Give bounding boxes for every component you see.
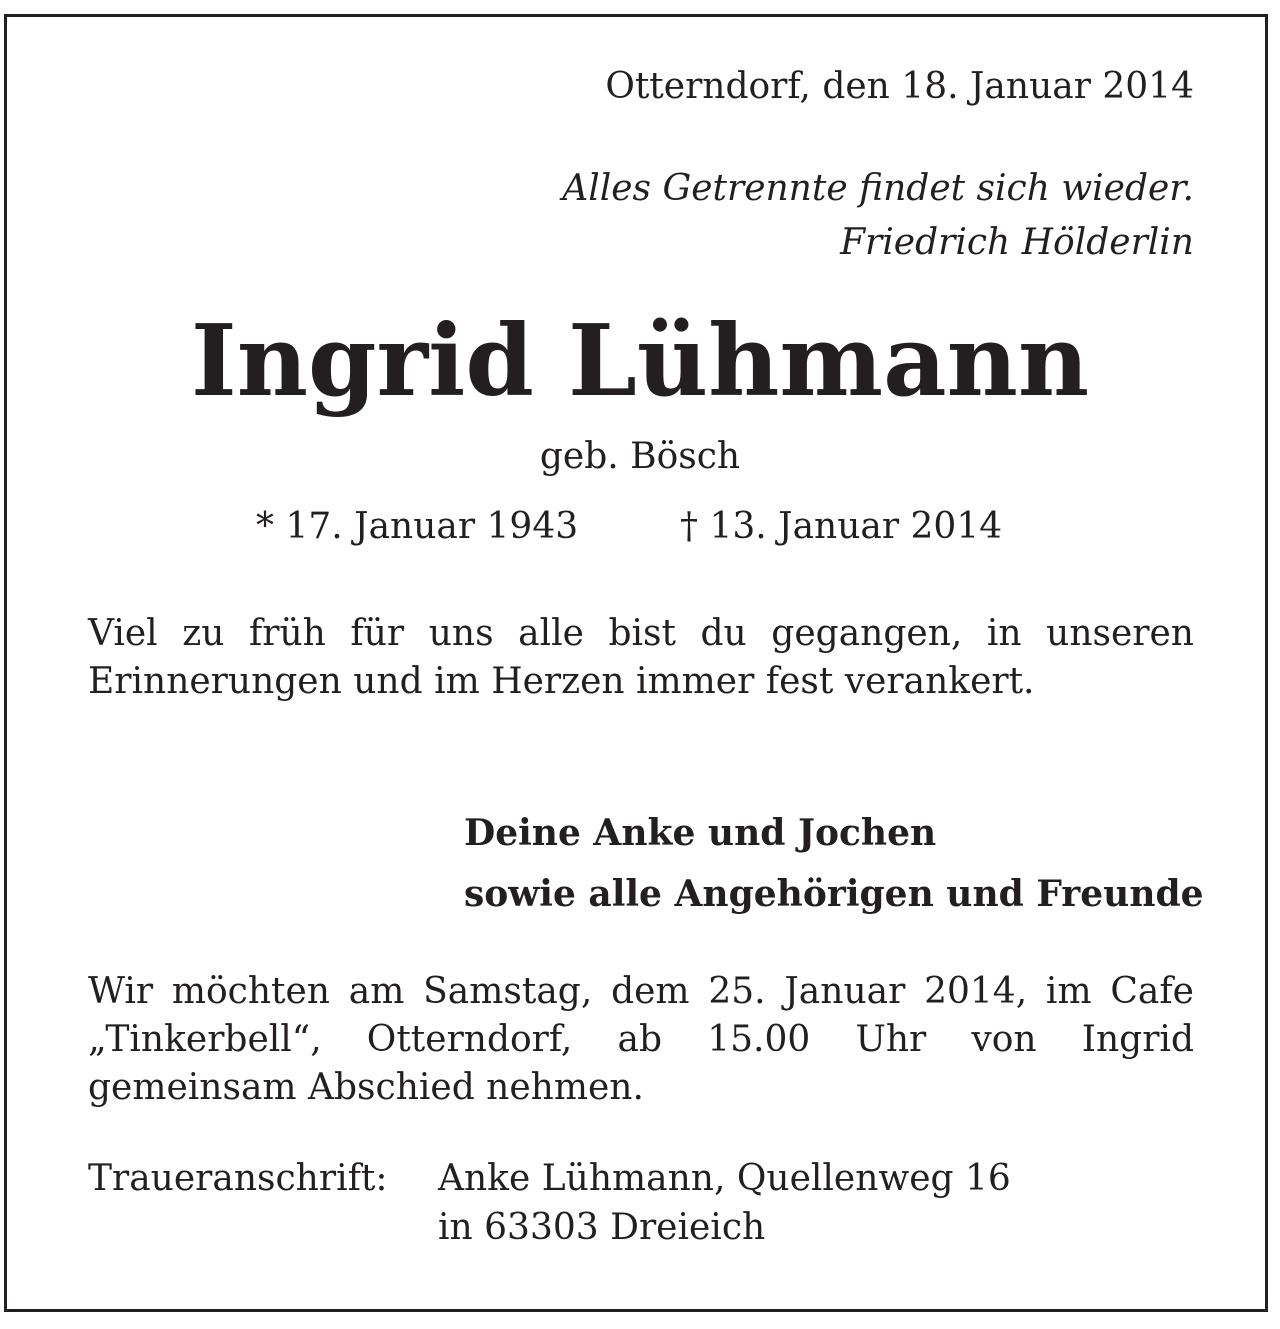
address-line: Anke Lühmann, Quellenweg 16 xyxy=(438,1158,1011,1199)
farewell-paragraph: Wir möchten am Samstag, dem 25. Januar 2014, im Cafe „Tinkerbell“, Otterndorf, ab 15.00 Uhr von Ingrid gemeinsam Abschied nehmen. xyxy=(88,971,1194,1108)
quote-text: Alles Getrennte findet sich wieder. xyxy=(562,168,1194,209)
deceased-name: Ingrid Lühmann xyxy=(190,304,1090,419)
address-label: Traueranschrift: xyxy=(88,1158,388,1199)
place-date: Otterndorf, den 18. Januar 2014 xyxy=(605,66,1194,107)
death-date: † 13. Januar 2014 xyxy=(680,506,1003,547)
signer-line: sowie alle Angehörigen und Freunde xyxy=(464,873,1204,915)
signer-line: Deine Anke und Jochen xyxy=(464,812,937,854)
quote-author: Friedrich Hölderlin xyxy=(840,222,1194,263)
birth-date: * 17. Januar 1943 xyxy=(256,506,579,547)
address-line: in 63303 Dreieich xyxy=(438,1207,766,1248)
maiden-name: geb. Bösch xyxy=(539,436,741,477)
message-paragraph: Viel zu früh für uns alle bist du gegangen, in unseren Erinnerungen und im Herzen immer fest verankert. xyxy=(88,613,1194,702)
